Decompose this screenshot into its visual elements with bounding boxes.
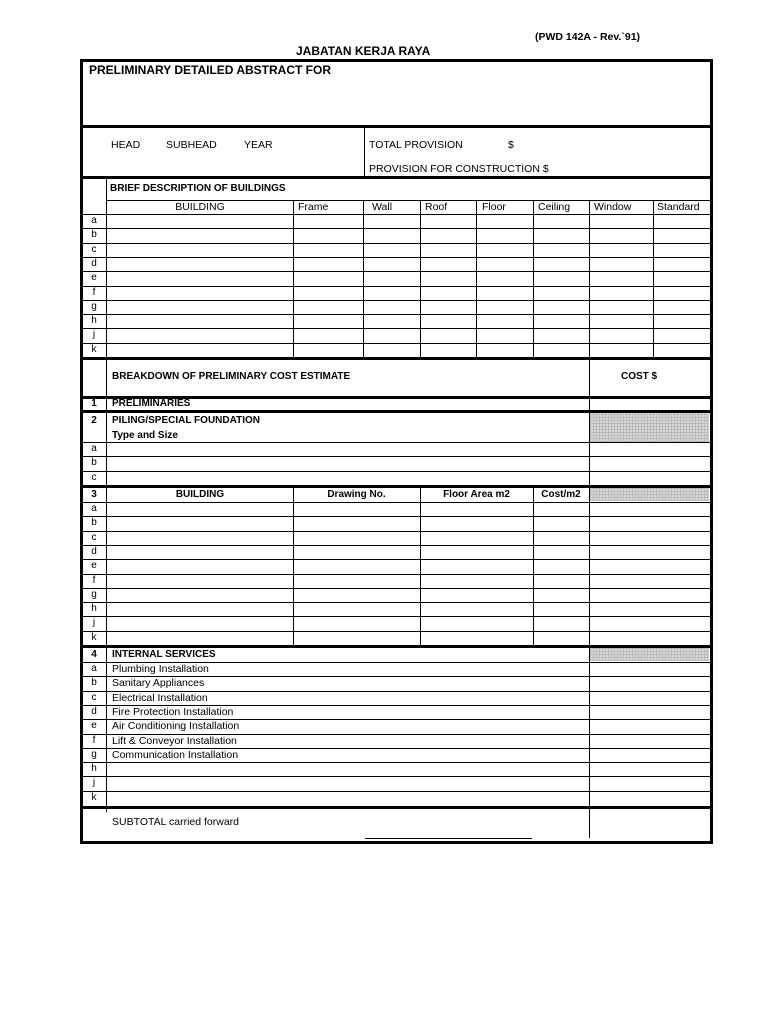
section-3-col-floor-area: Floor Area m2 [443, 489, 510, 500]
row-divider [80, 516, 710, 517]
total-provision-currency: $ [508, 139, 514, 151]
row-letter: b [91, 677, 97, 689]
section-2-number: 2 [91, 415, 97, 426]
section-2-shaded-cell [590, 413, 709, 442]
row-label: Sanitary Appliances [112, 677, 205, 690]
row-label: Fire Protection Installation [112, 705, 234, 718]
subhead-label: SUBHEAD [166, 139, 217, 151]
subtotal-label: SUBTOTAL carried forward [112, 816, 240, 828]
section-3-col-drawing-no: Drawing No. [327, 489, 386, 500]
section-1-number: 1 [91, 398, 97, 409]
section-2-sublabel: Type and Size [112, 430, 178, 441]
breakdown-title: BREAKDOWN OF PRELIMINARY COST ESTIMATE [112, 371, 351, 382]
head-label: HEAD [111, 139, 141, 151]
row-letter: k [91, 791, 97, 803]
row-divider [80, 300, 710, 301]
brief-col-ceiling: Ceiling [538, 201, 571, 213]
row-divider [80, 631, 710, 632]
provision-construction-label: PROVISION FOR CONSTRUCTION $ [369, 163, 549, 175]
row-letter: f [92, 734, 96, 746]
brief-col-standard: Standard [657, 201, 700, 213]
row-divider [80, 471, 710, 472]
row-label: Lift & Conveyor Installation [112, 734, 237, 747]
row-label: Electrical Installation [112, 691, 208, 704]
row-divider [80, 257, 710, 258]
total-provision-label: TOTAL PROVISION [369, 139, 463, 151]
brief-col-frame: Frame [298, 201, 329, 213]
row-divider [80, 286, 710, 287]
row-letter: c [91, 691, 97, 703]
brief-description-title: BRIEF DESCRIPTION OF BUILDINGS [110, 183, 286, 194]
row-letter: c [91, 471, 97, 483]
cost-column-label: COST $ [621, 371, 658, 382]
row-label: Communication Installation [112, 748, 239, 761]
department-name: JABATAN KERJA RAYA [296, 44, 431, 58]
row-letter: d [91, 705, 97, 717]
section-4-shaded-cell [590, 648, 709, 661]
row-divider [80, 243, 710, 244]
row-letter: c [91, 531, 97, 543]
row-letter: j [92, 777, 96, 789]
row-letter: e [91, 272, 97, 284]
row-letter: d [91, 257, 97, 269]
row-letter: a [91, 443, 97, 454]
row-divider [80, 545, 710, 546]
form-title: PRELIMINARY DETAILED ABSTRACT FOR [89, 63, 331, 77]
section-3-col-building: BUILDING [175, 489, 225, 500]
row-divider [80, 791, 710, 792]
row-letter: k [91, 343, 97, 355]
row-letter: j [92, 617, 96, 629]
row-letter: h [91, 315, 97, 327]
row-letter: f [92, 574, 96, 586]
section-3-shaded-cell [590, 488, 709, 501]
row-letter: a [91, 663, 97, 674]
row-divider [80, 328, 710, 329]
row-divider [80, 456, 710, 457]
row-letter: b [91, 457, 97, 469]
row-divider [80, 776, 710, 777]
section-4-label: INTERNAL SERVICES [112, 649, 216, 660]
section-3-col-cost-m2: Cost/m2 [541, 489, 581, 500]
form-code: (PWD 142A - Rev.`91) [535, 31, 641, 43]
row-divider [80, 574, 710, 575]
section-4-number: 4 [91, 649, 97, 660]
row-divider [80, 616, 710, 617]
row-letter: h [91, 603, 97, 615]
row-letter: h [91, 763, 97, 775]
row-letter: j [92, 329, 96, 341]
year-label: YEAR [244, 139, 273, 151]
row-letter: a [91, 215, 97, 226]
row-divider [80, 559, 710, 560]
row-letter: d [91, 545, 97, 557]
row-letter: b [91, 229, 97, 241]
section-1-label: PRELIMINARIES [112, 398, 191, 409]
section-3-number: 3 [91, 489, 97, 500]
row-divider [80, 531, 710, 532]
row-divider [80, 314, 710, 315]
brief-col-floor: Floor [482, 201, 506, 213]
row-divider [80, 343, 710, 344]
row-letter: a [91, 503, 97, 514]
row-letter: g [91, 300, 97, 312]
row-letter: b [91, 517, 97, 529]
row-divider [80, 602, 710, 603]
brief-col-window: Window [594, 201, 632, 213]
row-divider [80, 271, 710, 272]
brief-col-wall: Wall [372, 201, 393, 213]
brief-col-roof: Roof [425, 201, 448, 213]
brief-col-building: BUILDING [175, 201, 225, 213]
row-letter: g [91, 588, 97, 600]
row-letter: e [91, 560, 97, 572]
row-divider [80, 228, 710, 229]
row-label: Plumbing Installation [112, 663, 209, 675]
row-letter: g [91, 748, 97, 760]
row-divider [80, 762, 710, 763]
row-divider [80, 588, 710, 589]
row-letter: f [92, 286, 96, 298]
row-letter: k [91, 631, 97, 643]
row-label: Air Conditioning Installation [112, 720, 240, 733]
section-2-label: PILING/SPECIAL FOUNDATION [112, 415, 260, 426]
row-letter: c [91, 243, 97, 255]
row-letter: e [91, 720, 97, 732]
